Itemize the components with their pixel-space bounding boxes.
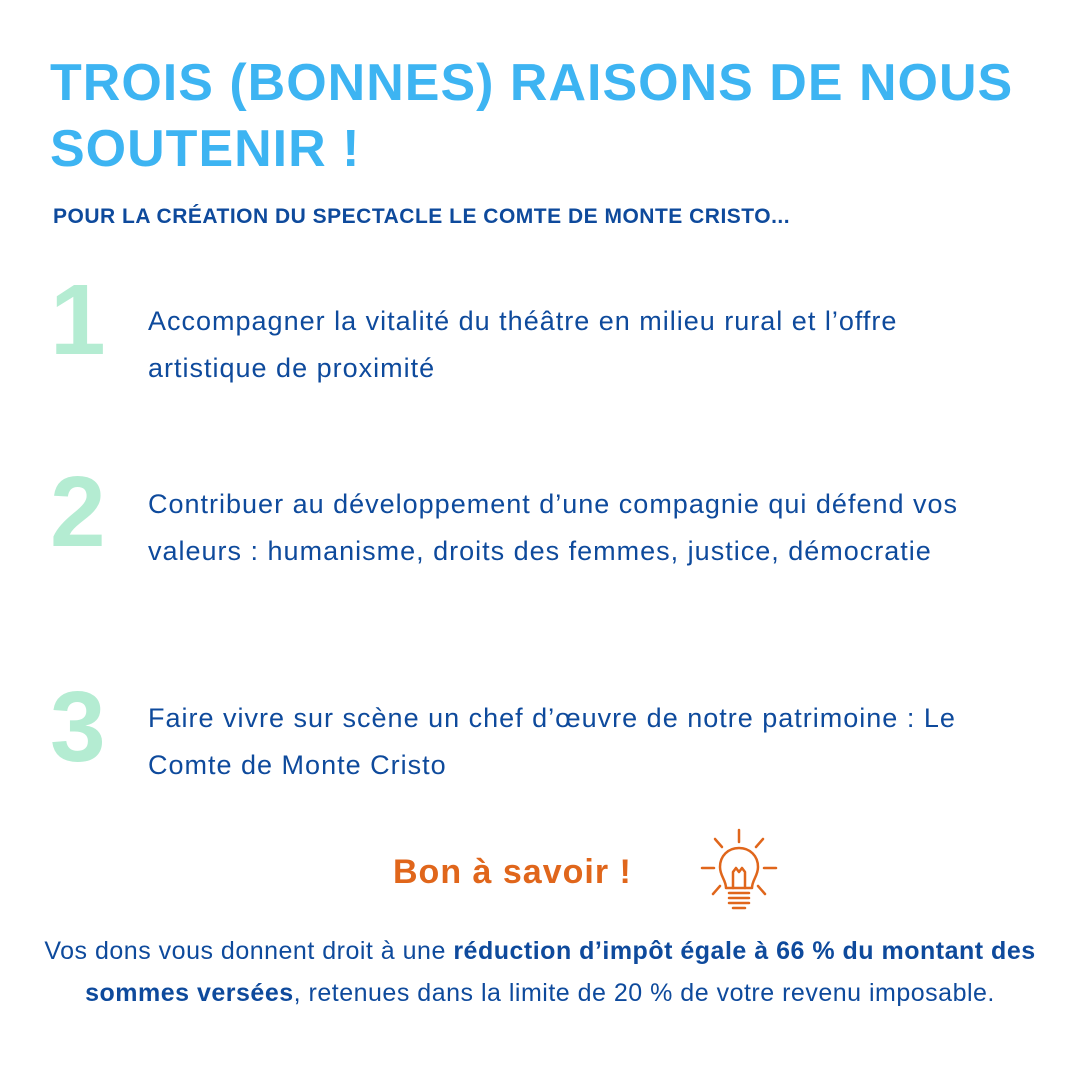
- tax-info-text: [30, 930, 1050, 1014]
- reason-text-1: Accompagner la vitalité du théâtre en milieu rural et l’offre artistique de proximité: [148, 306, 898, 383]
- reason-number-1: 1: [50, 264, 106, 376]
- tax-info-highlight: réduction d’impôt égale à 66 % du montant des sommes versées: [85, 937, 1036, 1007]
- page-title: TROIS (BONNES) RAISONS DE NOUS SOUTENIR !: [50, 54, 1014, 178]
- tax-info-part2: , retenues dans la limite de 20 % de votre revenu imposable.: [293, 979, 995, 1007]
- good-to-know-label: Bon à savoir !: [393, 853, 632, 891]
- reason-text-3: Faire vivre sur scène un chef d’œuvre de notre patrimoine : Le Comte de Monte Cristo: [148, 703, 956, 780]
- good-to-know-row: [0, 826, 1080, 916]
- reason-number-3: 3: [50, 671, 106, 783]
- page-subtitle: POUR LA CRÉATION DU SPECTACLE LE COMTE DE MONTE CRISTO...: [53, 205, 791, 228]
- tax-info-part1: Vos dons vous donnent droit à une: [44, 937, 454, 965]
- reason-number-2: 2: [50, 456, 106, 568]
- reason-text-2: Contribuer au développement d’une compagnie qui défend vos valeurs : humanisme, droits des femmes, justice, démocratie: [148, 489, 959, 566]
- lightbulb-icon: [698, 828, 780, 916]
